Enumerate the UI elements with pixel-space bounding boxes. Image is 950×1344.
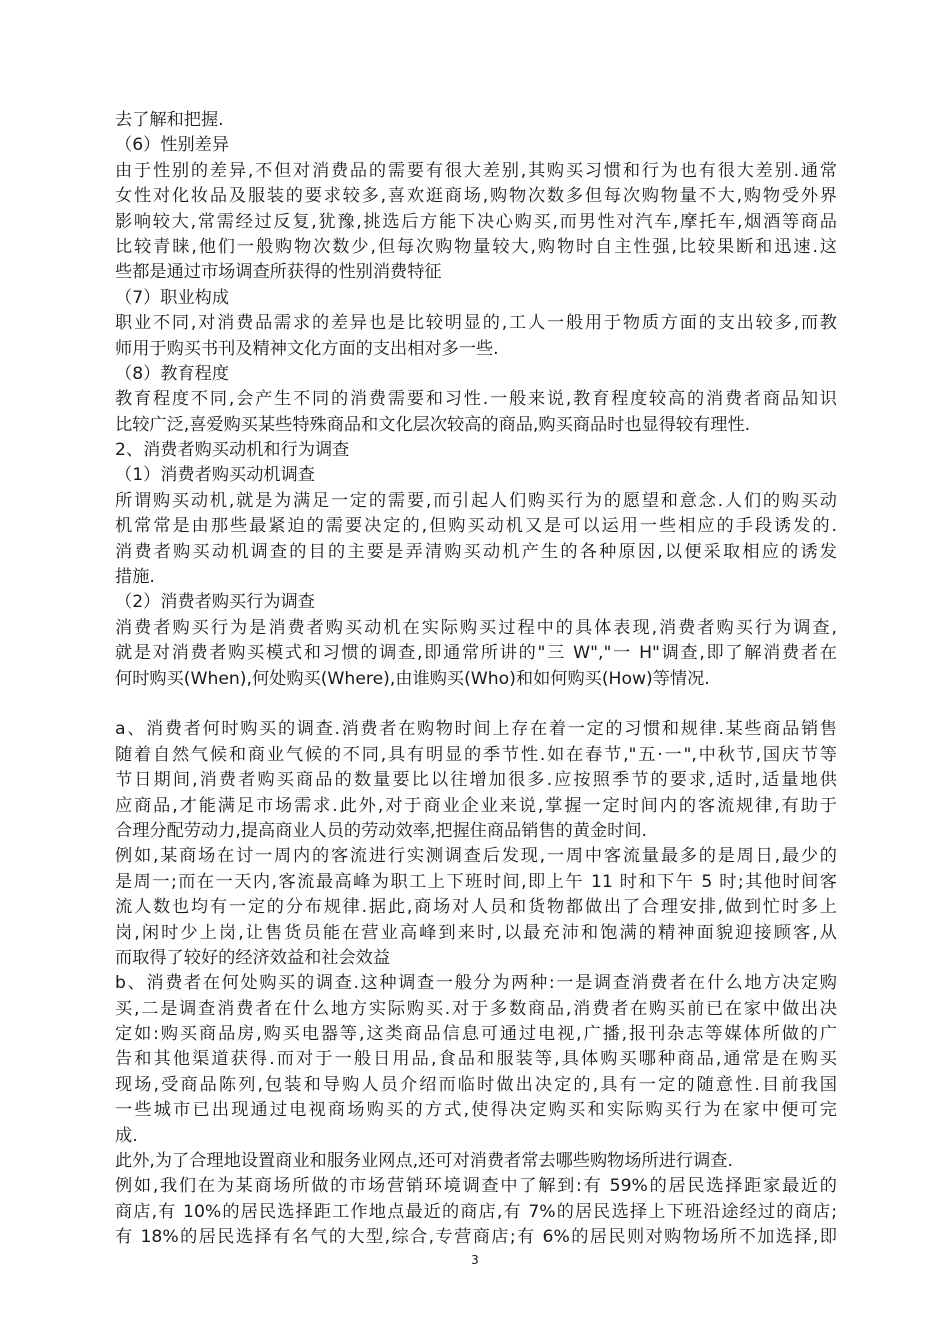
- text-line: 买,二是调查消费者在什么地方实际购买.对于多数商品,消费者在购买前已在家中做出决: [115, 998, 837, 1019]
- text-line: 成.: [115, 1125, 138, 1146]
- text-line: b、消费者在何处购买的调查.这种调查一般分为两种:一是调查消费者在什么地方决定购: [115, 973, 837, 994]
- text-line: 职业不同,对消费品需求的差异也是比较明显的,工人一般用于物质方面的支出较多,而教: [115, 313, 837, 334]
- text-line: a、消费者何时购买的调查.消费者在购物时间上存在着一定的习惯和规律.某些商品销售: [115, 719, 837, 740]
- text-line: 教育程度不同,会产生不同的消费需要和习性.一般来说,教育程度较高的消费者商品知识: [115, 389, 837, 410]
- text-line: 去了解和把握.: [115, 110, 224, 130]
- text-line: 比较青睐,他们一般购物次数少,但每次购物量较大,购物时自主性强,比较果断和迅速.这: [115, 236, 837, 257]
- text-block: [115, 108, 837, 1251]
- section-heading-line: （6）性别差异: [115, 135, 230, 156]
- text-line: 消费者购买行为是消费者购买动机在实际购买过程中的具体表现,消费者购买行为调查,: [115, 617, 837, 638]
- text-line: 些都是通过市场调查所获得的性别消费特征: [115, 262, 442, 283]
- section-heading-line: （7）职业构成: [115, 287, 230, 308]
- text-line: 措施.: [115, 567, 155, 588]
- text-line: 而取得了较好的经济效益和社会效益: [115, 947, 391, 968]
- text-line: 何时购买(When),何处购买(Where),由谁购买(Who)和如何购买(How)等情况.: [115, 668, 710, 689]
- text-line: 由于性别的差异,不但对消费品的需要有很大差别,其购买习惯和行为也有很大差别.通常: [115, 160, 837, 181]
- text-line: 节日期间,消费者购买商品的数量要比以往增加很多.应按照季节的要求,适时,适量地供: [115, 770, 837, 791]
- text-line: 就是对消费者购买模式和习惯的调查,即通常所讲的"三 W","一 H"调查,即了解消费者在: [115, 643, 837, 664]
- section-heading-line: （1）消费者购买动机调查: [115, 465, 315, 486]
- text-line: 比较广泛,喜爱购买某些特殊商品和文化层次较高的商品,购买商品时也显得较有理性.: [115, 414, 751, 435]
- blank-line: [115, 692, 837, 717]
- text-line: 例如,我们在为某商场所做的市场营销环境调查中了解到:有 59%的居民选择距家最近的: [115, 1176, 837, 1197]
- text-line: 师用于购买书刊及精神文化方面的支出相对多一些.: [115, 338, 499, 359]
- text-line: 是周一;而在一天内,客流最高峰为职工上下班时间,即上午 11 时和下午 5 时;其他时间客: [115, 871, 837, 892]
- text-line: 定如:购买商品房,购买电器等,这类商品信息可通过电视,广播,报刊杂志等媒体所做的广: [115, 1024, 837, 1045]
- page-number: 3: [471, 1253, 479, 1267]
- section-heading-line: （8）教育程度: [115, 363, 230, 384]
- text-line: 影响较大,常需经过反复,犹豫,挑选后方能下决心购买,而男性对汽车,摩托车,烟酒等商品: [115, 211, 837, 232]
- text-line: 此外,为了合理地设置商业和服务业网点,还可对消费者常去哪些购物场所进行调查.: [115, 1151, 733, 1172]
- text-line: 机常常是由那些最紧迫的需要决定的,但购买动机又是可以运用一些相应的手段诱发的.: [115, 516, 837, 537]
- text-line: 应商品,才能满足市场需求.此外,对于商业企业来说,掌握一定时间内的客流规律,有助于: [115, 795, 837, 816]
- text-line: 岗,闲时少上岗,让售货员能在营业高峰到来时,以最充沛和饱满的精神面貌迎接顾客,从: [115, 922, 837, 943]
- text-line: 告和其他渠道获得.而对于一般日用品,食品和服装等,具体购买哪种商品,通常是在购买: [115, 1049, 837, 1070]
- text-line: 消费者购买动机调查的目的主要是弄清购买动机产生的各种原因,以便采取相应的诱发: [115, 541, 837, 562]
- document-body: [115, 108, 837, 1251]
- text-line: 现场,受商品陈列,包装和导购人员介绍而临时做出决定的,具有一定的随意性.目前我国: [115, 1074, 837, 1095]
- text-line: 流人数也均有一定的分布规律.据此,商场对人员和货物都做出了合理安排,做到忙时多上: [115, 897, 837, 918]
- text-line: 商店,有 10%的居民选择距工作地点最近的商店,有 7%的居民选择上下班沿途经过的商店;: [115, 1201, 837, 1222]
- text-line: 有 18%的居民选择有名气的大型,综合,专营商店;有 6%的居民则对购物场所不加选择,即: [115, 1227, 837, 1248]
- text-line: 随着自然气候和商业气候的不同,具有明显的季节性.如在春节,"五·一",中秋节,国庆节等: [115, 744, 837, 765]
- text-line: 例如,某商场在讨一周内的客流进行实测调查后发现,一周中客流量最多的是周日,最少的: [115, 846, 837, 867]
- section-heading-line: 2、消费者购买动机和行为调查: [115, 440, 350, 461]
- text-line: 所谓购买动机,就是为满足一定的需要,而引起人们购买行为的愿望和意念.人们的购买动: [115, 490, 837, 511]
- text-line: 女性对化妆品及服装的要求较多,喜欢逛商场,购物次数多但每次购物量不大,购物受外界: [115, 186, 837, 207]
- text-line: 一些城市已出现通过电视商场购买的方式,使得决定购买和实际购买行为在家中便可完: [115, 1100, 837, 1121]
- text-line: 合理分配劳动力,提高商业人员的劳动效率,把握住商品销售的黄金时间.: [115, 820, 648, 841]
- section-heading-line: （2）消费者购买行为调查: [115, 592, 315, 613]
